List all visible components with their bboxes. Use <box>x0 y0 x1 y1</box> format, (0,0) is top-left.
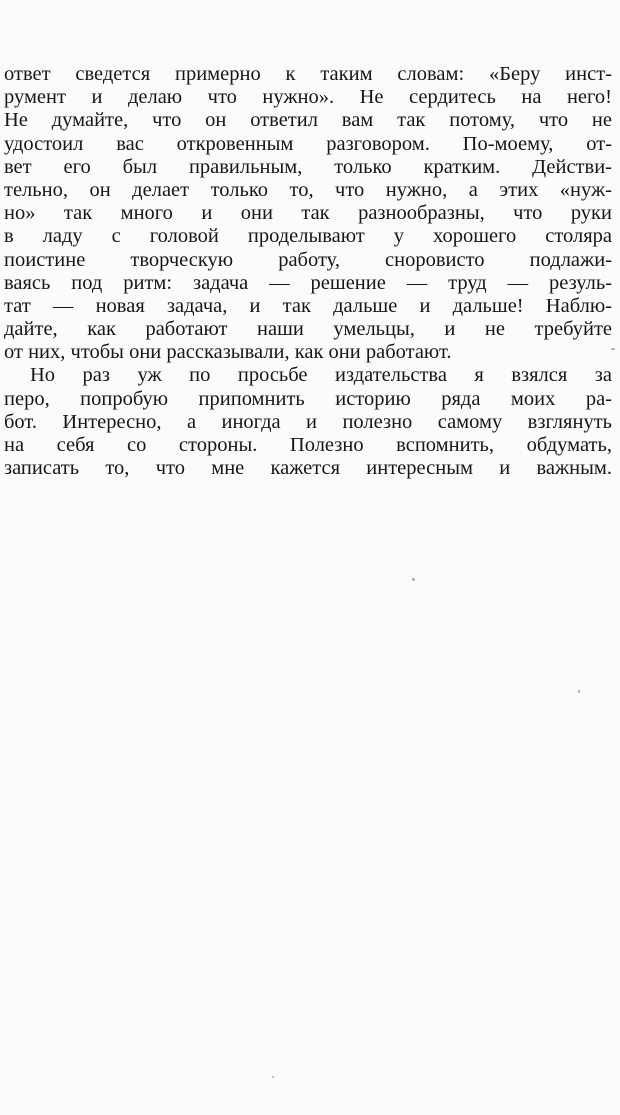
text-line: ваясь под ритм: задача — решение — труд — резуль- <box>4 271 612 294</box>
scan-speck <box>412 578 415 581</box>
scan-speck <box>611 348 615 350</box>
text-line: удостоил вас откровенным разговором. По-моему, от- <box>4 132 612 155</box>
scan-speck <box>272 1076 274 1078</box>
text-line: но» так много и они так разнообразны, что руки <box>4 202 612 225</box>
text-line: поистине творческую работу, сноровисто подлажи- <box>4 248 612 271</box>
text-line: дайте, как работают наши умельцы, и не требуйте <box>4 318 612 341</box>
body-text <box>4 63 612 480</box>
text-line: ответ сведется примерно к таким словам: «Беру инст- <box>4 63 612 85</box>
text-line: на себя со стороны. Полезно вспомнить, обдумать, <box>4 434 612 456</box>
text-line: в ладу с головой проделывают у хорошего столяра <box>4 225 612 248</box>
text-line: тельно, он делает только то, что нужно, а этих «нуж- <box>4 178 612 201</box>
paragraph-1 <box>4 63 612 364</box>
text-line: вет его был правильным, только кратким. Действи- <box>4 155 612 178</box>
text-line: записать то, что мне кажется интересным и важным. <box>4 457 612 480</box>
text-line: бот. Интересно, а иногда и полезно самому взглянуть <box>4 410 612 433</box>
paragraph-2 <box>4 364 612 480</box>
text-line: перо, попробую припомнить историю ряда моих ра- <box>4 387 612 410</box>
text-line: румент и делаю что нужно». Не сердитесь на него! <box>4 86 612 109</box>
text-line: Но раз уж по просьбе издательства я взялся за <box>30 364 612 387</box>
scan-speck <box>578 690 580 693</box>
text-line: от них, чтобы они рассказывали, как они работают. <box>4 341 452 364</box>
text-line: тат — новая задача, и так дальше и дальше! Наблю- <box>4 294 612 317</box>
text-line: Не думайте, что он ответил вам так потому, что не <box>4 109 612 132</box>
